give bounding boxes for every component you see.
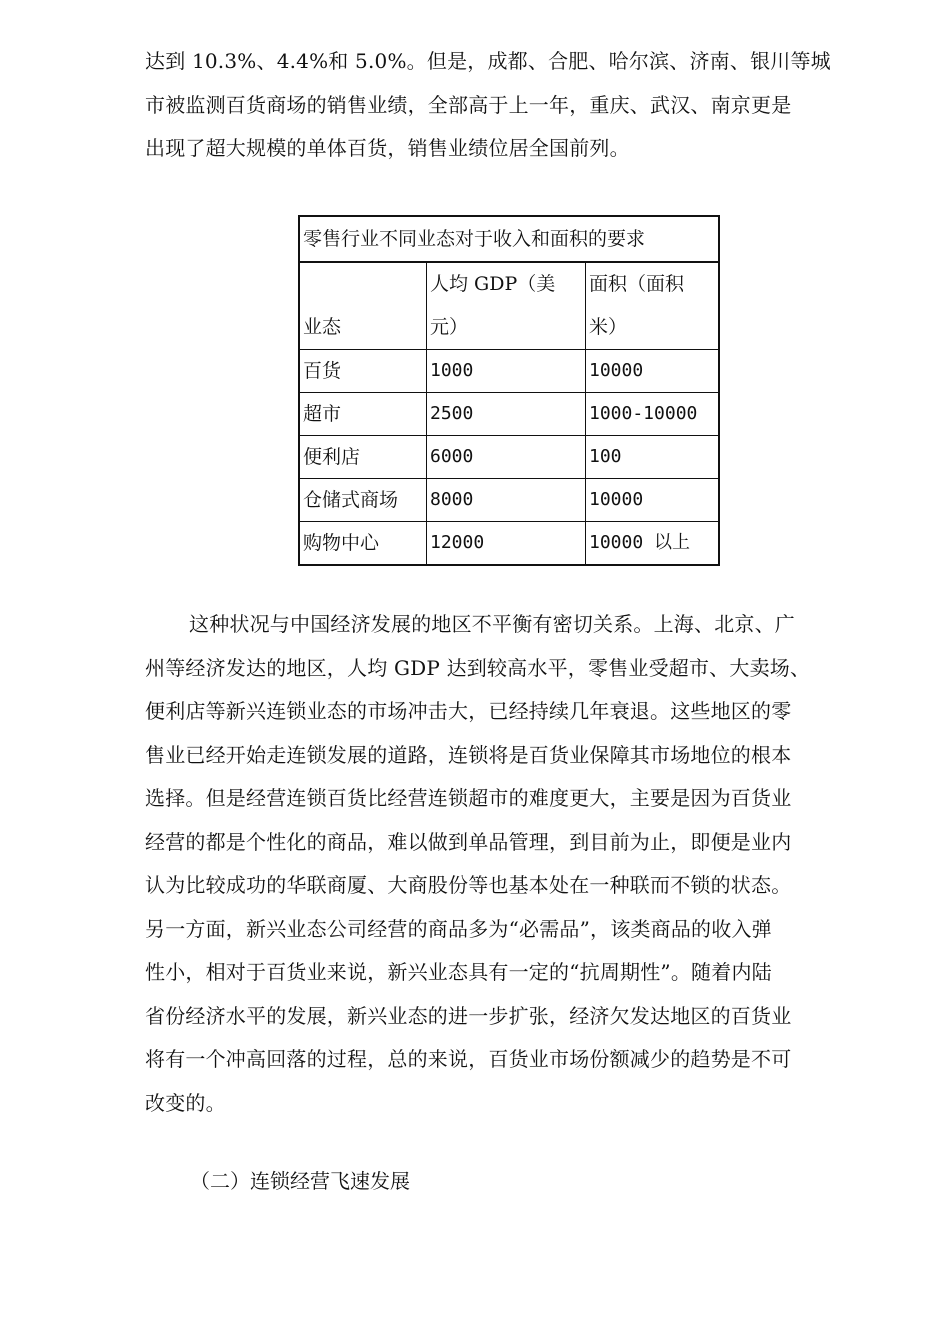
text-line: 州等经济发达的地区，人均 GDP 达到较高水平，零售业受超市、大卖场、	[145, 655, 811, 680]
retail-format-table-container	[298, 215, 720, 566]
text-line: 市被监测百货商场的销售业绩，全部高于上一年，重庆、武汉、南京更是	[145, 92, 792, 117]
paragraph-analysis	[145, 603, 861, 1125]
retail-format-table	[298, 215, 720, 566]
text-line: 性小，相对于百货业来说，新兴业态具有一定的“抗周期性”。随着内陆	[145, 960, 772, 984]
cell-area: 100	[586, 436, 720, 479]
table-row	[299, 393, 719, 436]
text-line: 改变的。	[145, 1090, 226, 1115]
cell-format: 仓储式商场	[299, 479, 427, 522]
table-row	[299, 479, 719, 522]
header-gdp: 人均 GDP（美 元）	[427, 262, 586, 350]
cell-area: 10000	[586, 479, 720, 522]
cell-gdp: 6000	[427, 436, 586, 479]
cell-format: 百货	[299, 350, 427, 393]
cell-area: 10000	[586, 350, 720, 393]
cell-format: 超市	[299, 393, 427, 436]
text-line: 另一方面，新兴业态公司经营的商品多为“必需品”，该类商品的收入弹	[145, 916, 772, 941]
text-line: 选择。但是经营连锁百货比经营连锁超市的难度更大，主要是因为百货业	[145, 786, 792, 810]
cell-area: 10000 以上	[586, 522, 720, 566]
cell-gdp: 2500	[427, 393, 586, 436]
table-row	[299, 350, 719, 393]
cell-gdp: 1000	[427, 350, 586, 393]
table-row	[299, 522, 719, 566]
text-line: 这种状况与中国经济发展的地区不平衡有密切关系。上海、北京、广	[189, 612, 795, 636]
header-format: 业态	[299, 262, 427, 350]
cell-gdp: 12000	[427, 522, 586, 566]
paragraph-intro	[145, 40, 861, 171]
text-line: 省份经济水平的发展，新兴业态的进一步扩张，经济欠发达地区的百货业	[145, 1003, 792, 1028]
cell-gdp: 8000	[427, 479, 586, 522]
text-line: 经营的都是个性化的商品，难以做到单品管理，到目前为止，即便是业内	[145, 829, 792, 854]
table-header-row	[299, 262, 719, 350]
text-line: 认为比较成功的华联商厦、大商股份等也基本处在一种联而不锁的状态。	[145, 873, 792, 897]
cell-format: 购物中心	[299, 522, 427, 566]
text-line: 出现了超大规模的单体百货，销售业绩位居全国前列。	[145, 136, 630, 160]
text-line: 达到 10.3%、4.4%和 5.0%。但是，成都、合肥、哈尔滨、济南、银川等城	[145, 49, 831, 73]
text-line: 将有一个冲高回落的过程，总的来说，百货业市场份额减少的趋势是不可	[145, 1047, 792, 1071]
table-row	[299, 436, 719, 479]
header-area: 面积（面积 米）	[586, 262, 720, 350]
cell-format: 便利店	[299, 436, 427, 479]
text-line: 便利店等新兴连锁业态的市场冲击大，已经持续几年衰退。这些地区的零	[145, 699, 792, 723]
section-heading: （二）连锁经营飞速发展	[190, 1169, 410, 1193]
table-caption: 零售行业不同业态对于收入和面积的要求	[299, 216, 719, 262]
cell-area: 1000-10000	[586, 393, 720, 436]
text-line: 售业已经开始走连锁发展的道路，连锁将是百货业保障其市场地位的根本	[145, 742, 792, 767]
